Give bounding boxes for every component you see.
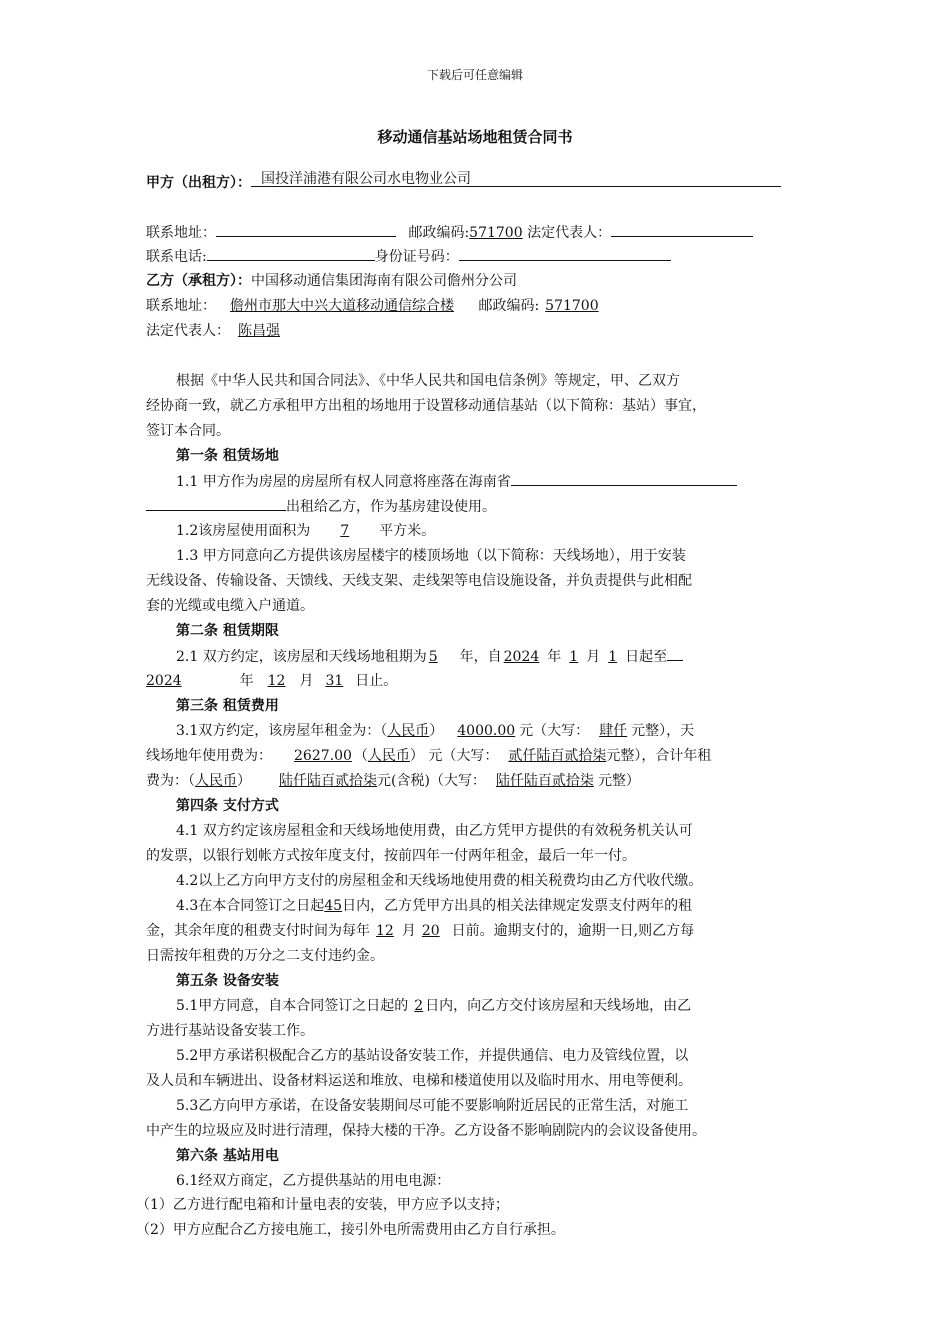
party-a-postcode-label: 邮政编码: [408, 225, 470, 241]
party-b-label: 乙方（承租方）： [146, 273, 251, 289]
party-a-id-label: 身份证号码： [374, 249, 459, 265]
payment-day: 20 [421, 923, 440, 939]
lease-end-day: 31 [325, 673, 344, 689]
article-3-1-text-k: 元(含税)（大写： [377, 773, 486, 789]
article-3-1-line-3 [146, 771, 640, 791]
article-5-2-line-1: 5.2甲方承诺积极配合乙方的基站设备安装工作，并提供通信、电力及管线位置，以 [176, 1048, 689, 1064]
party-a-postcode: 571700 [469, 225, 523, 241]
party-b-line [146, 271, 517, 291]
article-3-1-line-1 [176, 721, 694, 741]
party-b-rep: 陈昌强 [238, 323, 280, 339]
article-1-3-line-3: 套的光缆或电缆入户通道。 [146, 598, 314, 614]
article-4-3-line-3: 日需按年租费的万分之二支付违约金。 [146, 948, 384, 964]
article-4-3-text-d: 月 [401, 923, 416, 939]
party-a-line [146, 172, 781, 193]
article-1-3-line-2: 无线设备、传输设备、天馈线、天线支架、走线架等电信设施设备，并负责提供与此相配 [146, 573, 692, 589]
contract-title: 移动通信基站场地租赁合同书 [377, 128, 573, 146]
article-3-heading: 第三条 租赁费用 [176, 698, 279, 714]
party-a-id-blank [459, 246, 671, 261]
payment-days: 45 [324, 898, 343, 914]
article-3-1-text-a: 3.1双方约定，该房屋年租金为：（ [176, 723, 388, 739]
article-4-1-line-2: 的发票，以银行划帐方式按年度支付，按前四年一付两年租金，最后一年一付。 [146, 848, 636, 864]
article-1-1-location-blank-2 [146, 496, 286, 511]
lease-start-day: 1 [608, 649, 618, 665]
article-1-2-text-a: 1.2该房屋使用面积为 [176, 523, 311, 539]
article-1-3-line-1: 1.3 甲方同意向乙方提供该房屋楼宇的楼顶场地（以下简称：天线场地），用于安装 [176, 548, 686, 564]
article-5-heading: 第五条 设备安装 [176, 973, 279, 989]
payment-month: 12 [376, 923, 394, 939]
article-1-heading: 第一条 租赁场地 [176, 448, 279, 464]
article-2-1-text-7: 月 [299, 673, 314, 689]
party-b-rep-line [146, 321, 310, 341]
article-4-3-text-a: 4.3在本合同签订之日起 [176, 898, 325, 914]
intro-line-3: 签订本合同。 [146, 423, 230, 439]
currency-2: 人民币 [367, 748, 410, 764]
article-1-1-line-1 [176, 471, 737, 492]
article-1-2-area: 7 [340, 523, 350, 539]
article-5-1-line-2: 方进行基站设备安装工作。 [146, 1023, 314, 1039]
lease-start-month: 1 [569, 649, 579, 665]
article-3-1-text-i: 费为：（ [146, 773, 195, 789]
party-a-name: 国投洋浦港有限公司水电物业公司 [261, 171, 471, 187]
antenna-annual-fee: 2627.00 [294, 748, 352, 764]
article-1-1-text-a: 1.1 甲方作为房屋的房屋所有权人同意将座落在海南省 [176, 474, 511, 490]
currency-3: 人民币 [195, 773, 237, 789]
article-2-1-text-2: 年，自 [459, 649, 502, 665]
article-3-1-line-2 [146, 746, 711, 766]
article-2-1-text-6: 年 [239, 673, 254, 689]
article-2-1-text-5: 日起至 [625, 649, 668, 665]
article-4-3-text-c: 金，其余年度的租费支付时间为每年 [146, 923, 370, 939]
article-4-1-line-1: 4.1 双方约定该房屋租金和天线场地使用费，由乙方凭甲方提供的有效税务机关认可 [176, 823, 693, 839]
article-2-1-text-3: 年 [547, 649, 562, 665]
article-3-1-text-d: 元整），天 [631, 723, 695, 739]
party-a-phone-blank [207, 246, 375, 261]
party-a-address-line [146, 222, 753, 243]
currency-1: 人民币 [387, 723, 430, 739]
article-5-3-line-1: 5.3乙方向甲方承诺，在设备安装期间尽可能不要影响附近居民的正常生活，对施工 [176, 1098, 689, 1114]
article-6-1-line: 6.1经双方商定，乙方提供基站的用电电源： [176, 1173, 451, 1189]
intro-line-1: 根据《中华人民共和国合同法》、《中华人民共和国电信条例》等规定，甲、乙双方 [176, 373, 680, 389]
antenna-annual-fee-upper: 贰仟陆百贰拾柒 [508, 748, 607, 764]
party-b-rep-label: 法定代表人： [146, 323, 230, 339]
article-5-1-text-b: 日内，向乙方交付该房屋和天线场地，由乙 [425, 998, 692, 1014]
article-6-heading: 第六条 基站用电 [176, 1148, 279, 1164]
article-3-1-text-b: ） [429, 723, 444, 739]
handover-days: 2 [414, 998, 424, 1014]
article-4-2-line: 4.2以上乙方向甲方支付的房屋租金和天线场地使用费的相关税费均由乙方代收代缴。 [176, 873, 703, 889]
article-2-heading: 第二条 租赁期限 [176, 623, 279, 639]
article-1-1-line-2 [146, 496, 496, 517]
article-1-1-text-b: 出租给乙方，作为基房建设使用。 [286, 499, 496, 515]
party-b-address-label: 联系地址： [146, 298, 216, 314]
article-2-1-text-1: 2.1 双方约定，该房屋和天线场地租期为 [176, 649, 427, 665]
page-header: 下载后可任意编辑 [426, 68, 523, 82]
article-3-1-text-j: ） [237, 773, 251, 789]
article-2-1-text-8: 日止。 [355, 673, 398, 689]
party-b-address: 儋州市那大中兴大道移动通信综合楼 [230, 298, 454, 314]
annual-total-upper: 陆仟陆百贰拾柒 [495, 773, 594, 789]
party-b-postcode: 571700 [545, 298, 599, 314]
lease-end-year: 2024 [146, 673, 182, 689]
article-1-2-text-b: 平方米。 [379, 523, 436, 539]
article-2-1-line-1 [176, 646, 683, 667]
lease-years: 5 [428, 649, 438, 665]
party-a-address-label: 联系地址： [146, 225, 216, 241]
article-4-3-line-2 [146, 921, 694, 941]
article-5-1-line-1 [176, 996, 691, 1016]
party-a-rep-label: 法定代表人： [527, 225, 612, 241]
article-6-item-1: （1）乙方进行配电箱和计量电表的安装，甲方应予以支持； [136, 1197, 509, 1213]
article-5-1-text-a: 5.1甲方同意，自本合同签订之日起的 [176, 998, 409, 1014]
article-3-1-text-h: 元整），合计年租 [606, 748, 712, 764]
house-annual-rent: 4000.00 [457, 723, 516, 739]
lease-start-year: 2024 [503, 649, 540, 665]
article-2-1-trailing-blank [667, 646, 683, 661]
article-2-1-line-2 [146, 671, 397, 691]
party-b-address-line [146, 296, 607, 316]
article-4-3-line-1 [176, 896, 692, 916]
annual-total: 陆仟陆百贰拾柒 [279, 773, 377, 789]
party-a-phone-line [146, 246, 671, 267]
article-1-1-location-blank [511, 471, 737, 486]
article-6-item-2: （2）甲方应配合乙方接电施工，接引外电所需费用由乙方自行承担。 [136, 1222, 565, 1238]
article-4-heading: 第四条 支付方式 [176, 798, 279, 814]
party-a-rep-blank [611, 222, 753, 237]
party-a-label: 甲方（出租方）： [146, 175, 251, 191]
article-3-1-text-e: 线场地年使用费为： [146, 748, 272, 764]
party-a-name-field [251, 172, 781, 187]
article-4-3-text-b: 日内，乙方凭甲方出具的相关法律规定发票支付两年的租 [342, 898, 693, 914]
party-b-postcode-label: 邮政编码: [478, 298, 540, 314]
intro-line-2: 经协商一致，就乙方承租甲方出租的场地用于设置移动通信基站（以下简称：基站）事宜， [146, 398, 706, 414]
article-1-2-line [176, 521, 435, 541]
party-a-phone-label: 联系电话: [146, 249, 207, 265]
article-3-1-text-g: ） 元（大写： [409, 748, 499, 764]
article-2-1-text-4: 月 [586, 649, 601, 665]
article-3-1-text-l: 元整） [597, 773, 640, 789]
party-b-name: 中国移动通信集团海南有限公司儋州分公司 [251, 273, 517, 289]
article-3-1-text-f: （ [353, 748, 368, 764]
article-5-3-line-2: 中产生的垃圾应及时进行清理，保持大楼的干净。乙方设备不影响剧院内的会议设备使用。 [146, 1123, 706, 1139]
article-4-3-text-e: 日前。逾期支付的，逾期一日,则乙方每 [451, 923, 695, 939]
article-5-2-line-2: 及人员和车辆进出、设备材料运送和堆放、电梯和楼道使用以及临时用水、用电等便利。 [146, 1073, 692, 1089]
party-a-address-blank [216, 222, 396, 237]
article-3-1-text-c: 元（大写： [519, 723, 590, 739]
lease-end-month: 12 [267, 673, 286, 689]
house-annual-rent-upper: 肆仟 [599, 723, 628, 739]
